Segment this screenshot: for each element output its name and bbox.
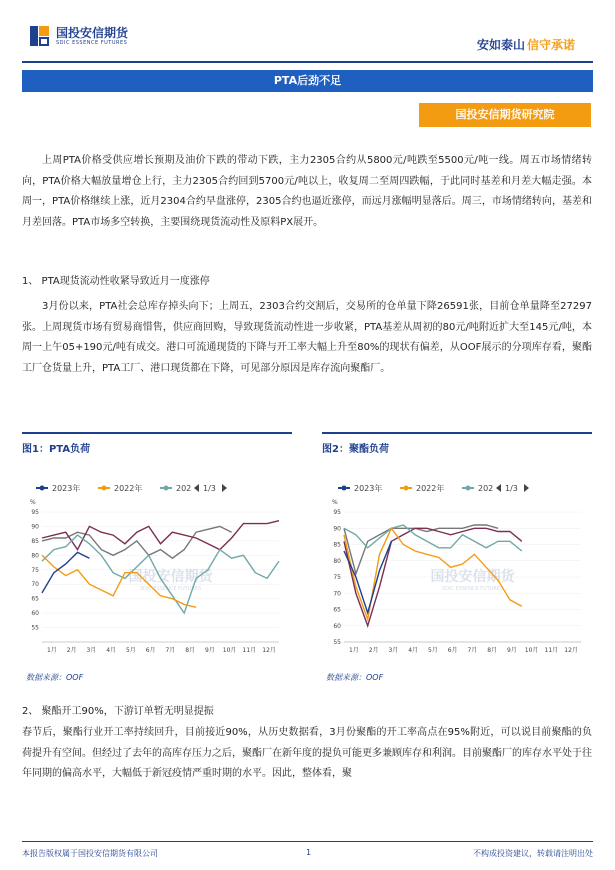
- legend-marker: [102, 486, 107, 491]
- report-title: PTA后劲不足: [22, 70, 593, 92]
- section-heading-2: 2、 聚酯开工90%，下游订单暂无明显提振: [22, 706, 214, 717]
- y-tick-label: 95: [333, 509, 341, 516]
- y-tick-label: 75: [31, 566, 39, 574]
- institute-badge: 国投安信期货研究院: [419, 103, 591, 127]
- legend-pager: 1/3: [505, 484, 518, 493]
- x-tick-label: 7月: [467, 647, 478, 654]
- x-tick-label: 12月: [564, 647, 578, 654]
- slogan-part2: 信守承诺: [526, 38, 575, 52]
- figure-2-source: 数据来源：OOF: [326, 673, 384, 682]
- section-2-paragraph: 春节后，聚酯行业开工率持续回升，目前接近90%，从历史数据看，3月份聚酯的开工率高点在95%附近，可以说目前聚酯的负荷提升有空间。但经过了去年的高库存压力之后，聚酯厂在新年度的提负可能更多兼顾库存和利润。目前聚酯厂的库存水平处于往年同期的偏高水平，大幅低于新冠疫情严重时期的水平。因此，整体看，聚: [22, 727, 592, 779]
- figure-1-divider: [22, 432, 292, 434]
- y-tick-label: 90: [333, 525, 341, 533]
- x-tick-label: 6月: [447, 647, 458, 654]
- figure-2-chart: [324, 474, 589, 666]
- header-divider: [22, 61, 593, 63]
- x-tick-label: 11月: [242, 647, 257, 654]
- y-tick-label: 90: [31, 523, 39, 531]
- x-tick-label: 5月: [427, 647, 438, 654]
- watermark-text: 国投安信期货: [128, 569, 213, 585]
- legend-label: 202: [176, 484, 192, 493]
- section-heading-1: 1、 PTA现货流动性收紧导致近月一度涨停: [22, 276, 210, 287]
- x-tick-label: 2月: [66, 647, 77, 654]
- y-axis-unit: %: [30, 499, 36, 506]
- figure-1-source: 数据来源：OOF: [26, 673, 84, 682]
- x-tick-label: 10月: [222, 647, 237, 654]
- x-tick-label: 10月: [524, 647, 539, 654]
- legend-label: 2023年: [52, 484, 81, 493]
- x-tick-label: 3月: [86, 647, 97, 654]
- x-tick-label: 7月: [165, 647, 176, 654]
- legend-marker: [164, 486, 169, 491]
- legend-label: 2022年: [114, 484, 143, 493]
- x-tick-label: 12月: [262, 647, 276, 654]
- y-tick-label: 80: [31, 552, 39, 560]
- footer-copyright: 本报告版权属于国投安信期货有限公司: [22, 849, 158, 858]
- y-tick-label: 65: [333, 606, 341, 614]
- legend-label: 2023年: [354, 484, 383, 493]
- company-logo: [30, 24, 128, 48]
- polyester-load-chart: [324, 474, 589, 666]
- y-axis-unit: %: [332, 499, 338, 506]
- watermark-text-en: SDIC ESSENCE FUTURES: [441, 586, 504, 592]
- x-tick-label: 9月: [506, 647, 517, 654]
- footer-disclaimer: 不构成投资建议，转载请注明出处: [473, 849, 593, 858]
- y-tick-label: 55: [333, 639, 341, 646]
- x-tick-label: 8月: [185, 647, 196, 654]
- series-line: [344, 525, 522, 551]
- x-tick-label: 4月: [408, 647, 419, 654]
- x-tick-label: 3月: [388, 647, 399, 654]
- legend-marker: [342, 486, 347, 491]
- x-tick-label: 4月: [106, 647, 117, 654]
- legend-marker: [466, 486, 471, 491]
- legend-pager: 1/3: [203, 484, 216, 493]
- watermark-text: 国投安信期货: [430, 569, 515, 585]
- series-line: [42, 552, 89, 593]
- series-line: [344, 525, 498, 574]
- legend-label: 202: [478, 484, 494, 493]
- y-tick-label: 95: [31, 509, 39, 516]
- x-tick-label: 6月: [145, 647, 156, 654]
- y-tick-label: 75: [333, 574, 341, 581]
- legend-next-icon: [524, 484, 529, 492]
- y-tick-label: 85: [333, 541, 341, 549]
- logo-name-en: SDIC ESSENCE FUTURES: [56, 40, 128, 46]
- x-tick-label: 1月: [348, 647, 359, 654]
- y-tick-label: 60: [333, 622, 341, 630]
- legend-next-icon: [222, 484, 227, 492]
- slogan-part1: 安如泰山: [476, 38, 525, 52]
- section-1-paragraph: 3月份以来，PTA社会总库存掉头向下；上周五，2303合约交割后，交易所的仓单量下降26591张，目前仓单量降至27297张。上周现货市场有贸易商惜售，供应商回购，导致现货流动性进一步收紧，PTA基差从周初的80元/吨附近扩大至145元/吨，本周一上午05+190元/吨有成交。港口可流通现货的下降与开工率大幅上升至80%的现状有偏差，从OOF展示的分项库存看，聚酯工厂仓货量上升，PTA工厂、港口现货都在下降，可见部分原因是库存流向聚酯厂。: [22, 301, 592, 374]
- slogan: [477, 36, 575, 53]
- x-tick-label: 2月: [368, 647, 379, 654]
- legend-label: 2022年: [416, 484, 445, 493]
- figure-2-title: 图2：聚酯负荷: [322, 444, 389, 455]
- x-tick-label: 1月: [46, 647, 57, 654]
- logo-mark-icon: [30, 24, 50, 48]
- x-tick-label: 11月: [544, 647, 559, 654]
- x-tick-label: 8月: [487, 647, 498, 654]
- figure-1-title: 图1：PTA负荷: [22, 444, 91, 455]
- intro-paragraph: 上周PTA价格受供应增长预期及油价下跌的带动下跌，主力2305合约从5800元/吨跌至5500元/吨一线。周五市场情绪转向，PTA价格大幅放量增仓上行，主力2305合约回到5700元/吨以上，收复周二至周四跌幅，于此同时基差和月差大幅走强。本周一，PTA价格继续上涨，近月2304合约早盘涨停，2305合约也逼近涨停，而远月涨幅明显落后。周三，市场情绪转向，基差和月差回落。PTA市场多空转换，主要围绕现货流动性及原料PX展开。: [22, 155, 592, 228]
- y-tick-label: 70: [31, 581, 39, 589]
- legend-prev-icon: [194, 484, 199, 492]
- y-tick-label: 70: [333, 590, 341, 598]
- footer-divider: [22, 841, 593, 842]
- pta-load-chart: [22, 474, 287, 666]
- y-tick-label: 65: [31, 595, 39, 603]
- figure-1-chart: [22, 474, 287, 666]
- x-tick-label: 9月: [204, 647, 215, 654]
- watermark-text-en: SDIC ESSENCE FUTURES: [139, 586, 202, 592]
- figure-2-divider: [322, 432, 592, 434]
- y-tick-label: 55: [31, 624, 39, 632]
- x-tick-label: 5月: [125, 647, 136, 654]
- page-number: 1: [306, 848, 312, 857]
- y-tick-label: 60: [31, 610, 39, 618]
- y-tick-label: 85: [31, 537, 39, 545]
- legend-prev-icon: [496, 484, 501, 492]
- logo-name-cn: 国投安信期货: [56, 26, 129, 40]
- legend-marker: [40, 486, 45, 491]
- legend-marker: [404, 486, 409, 491]
- y-tick-label: 80: [333, 557, 341, 565]
